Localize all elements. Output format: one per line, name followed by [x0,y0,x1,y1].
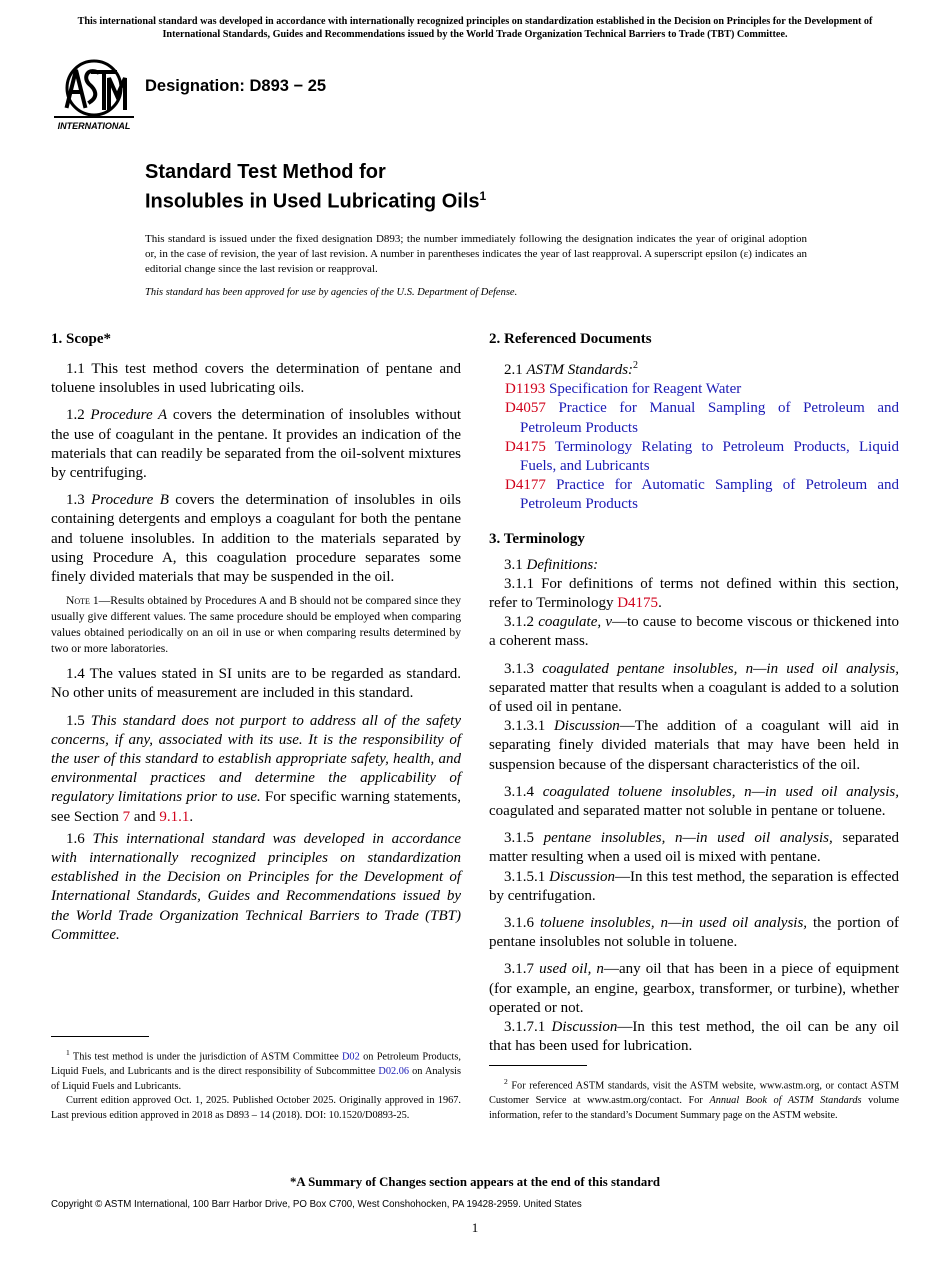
para-3-1-3: 3.1.3 coagulated pentane insolubles, n—in used oil analysis, separated matter that results when a coagulant is added to a solution of used oil in pentane. [489,660,899,716]
ref-item[interactable]: D1193 Specification for Reagent Water [505,381,742,398]
para-1-5: 1.5 This standard does not purport to address all of the safety concerns, if any, associated with its use. It is the responsibility of the user of this standard to establish appropriate safety, health, and environmental practices and determine the applicability of regulatory limitations prior to use. For specific warning statements, see Section 7 and 9.1.1. [51,712,461,825]
d4175-link[interactable]: D4175 [617,595,659,612]
dod-approval: This standard has been approved for use by agencies of the U.S. Department of Defense. [145,287,518,298]
committee-d02-link[interactable]: D02 [341,1051,360,1063]
ref-item[interactable]: D4177 Practice for Automatic Sampling of Petroleum and Petroleum Products [505,477,899,513]
para-3-1: 3.1 Definitions: [504,556,599,573]
title-footnote-mark: 1 [479,189,487,203]
copyright: Copyright © ASTM International, 100 Barr Harbor Drive, PO Box C700, West Conshohocken, PA 19428-2959. United States [51,1199,582,1210]
para-3-1-7: 3.1.7 used oil, n—any oil that has been in a piece of equipment (for example, an engine, gearbox, transformer, or turbine), whether operated or not. [489,961,900,1016]
summary-of-changes-notice: *A Summary of Changes section appears at the end of this standard [289,1175,661,1189]
para-1-3: 1.3 Procedure B covers the determination of insolubles in oils containing detergents and employs a coagulant for both the pentane and toluene insolubles. In addition to the materials separated by using Procedure A, this coagulation procedure separates some finely divided materials that may be suspended in the oil. [51,492,462,586]
para-1-4: 1.4 The values stated in SI units are to be regarded as standard. No other units of measurement are included in this standard. [51,666,461,702]
section-heading-referenced-documents: 2. Referenced Documents [489,331,652,347]
designation: Designation: D893 − 25 [145,77,327,95]
ref-item[interactable]: D4175 Terminology Relating to Petroleum Products, Liquid Fuels, and Lubricants [505,438,899,475]
footnote-1: $^1$ This test method is under the jurisdiction of ASTM Committee D02 on Petroleum Products, Liquid Fuels, and Lubricants and is the direct responsibility of Subcommittee D02.06 on Analysis of Liquid Fuels and Lubricants. Current edition approved Oct. 1, 2025. Published October 2025. Originally approved in 1967. Last previous edition approved in 2018 as D893 – 14 (2018). DOI: 10.1520/D0893-25. [51,1048,462,1121]
section-9-1-1-link[interactable]: 9.1.1 [159,808,190,825]
para-1-1: 1.1 This test method covers the determination of pentane and toluene insolubles in used lubricating oils. [51,361,461,397]
para-3-1-4: 3.1.4 coagulated toluene insolubles, n—in used oil analysis, coagulated and separated matter not soluble in pentane or toluene. [489,783,900,820]
document-title [145,160,486,214]
section-heading-scope: 1. Scope* [51,331,111,347]
footnote-2: $^2$ For referenced ASTM standards, visit the ASTM website, www.astm.org, or contact ASTM Customer Service at www.astm.org/contact. For Annual Book of ASTM Standards volume information, refer to the standard’s Document Summary page on the ASTM website. [489,1077,900,1121]
page-number: 1 [471,1220,479,1235]
footnote-rule-right [489,1065,587,1066]
section-7-link[interactable]: 7 [122,808,131,825]
referenced-standards-list [489,380,899,514]
right-column [489,330,899,1057]
para-2-1: 2.1 ASTM Standards:$^2$ [504,360,639,378]
section-heading-terminology: 3. Terminology [489,530,585,547]
logo-text: INTERNATIONAL [57,121,131,131]
para-3-1-3-1: 3.1.3.1 Discussion—The addition of a coagulant will aid in separating finely divided materials that may have been held in suspension because of the dispersant characteristics of the oil. [489,718,899,773]
para-3-1-5-1: 3.1.5.1 Discussion—In this test method, the separation is effected by centrifugation. [489,868,900,904]
note-1: Note 1—Results obtained by Procedures A and B should not be compared since they usually give different values. The same procedure should be employed when comparing values obtained periodically on an oil in use or when comparing results determined by two or more laboratories. [51,594,461,656]
subcommittee-d02-06-link[interactable]: D02.06 [378,1066,409,1078]
title-line-2: Insolubles in Used Lubricating Oils$^1$ [145,189,487,213]
para-1-2: 1.2 Procedure A covers the determination of insolubles without the use of coagulant in the pentane. It provides an indication of the materials that can readily be separated from the oil-solvent mixtures by centrifuging. [51,407,462,482]
para-3-1-7-1: 3.1.7.1 Discussion—In this test method, the oil can be any oil that has been used for lubrication. [489,1019,900,1055]
footnote-rule-left [51,1036,149,1037]
left-column [51,330,461,945]
ref-item[interactable]: D4057 Practice for Manual Sampling of Petroleum and Petroleum Products [505,400,899,436]
para-1-6: 1.6 This international standard was developed in accordance with internationally recognized principles on standardization established in the Decision on Principles for the Development of International Standards, Guides and Recommendations issued by the World Trade Organization Technical Barriers to Trade (TBT) Committee. [51,830,462,943]
para-3-1-2: 3.1.2 coagulate, v—to cause to become viscous or thickened into a coherent mass. [489,614,899,650]
para-3-1-5: 3.1.5 pentane insolubles, n—in used oil analysis, separated matter resulting when a used oil is mixed with pentane. [489,830,900,866]
title-line-1: Standard Test Method for [145,161,386,183]
para-3-1-1: 3.1.1 For definitions of terms not defined within this section, refer to Terminology D4175. [489,575,899,612]
para-3-1-6: 3.1.6 toluene insolubles, n—in used oil analysis, the portion of pentane insolubles not soluble in toluene. [489,915,900,951]
astm-logo [53,56,135,132]
issuance-statement: This standard is issued under the fixed designation D893; the number immediately following the designation indicates the year of original adoption or, in the case of revision, the year of last revision. A number in parentheses indicates the year of last reapproval. A superscript epsilon (ε) indicates an editorial change since the last revision or reapproval. [145,233,807,275]
wto-notice: This international standard was developed in accordance with internationally recognized principles on standardization established in the Decision on Principles for the Development of International Standards, Guides and Recommendations issued by the World Trade Organization Technical Barriers to Trade (TBT) Committee. [77,16,873,40]
